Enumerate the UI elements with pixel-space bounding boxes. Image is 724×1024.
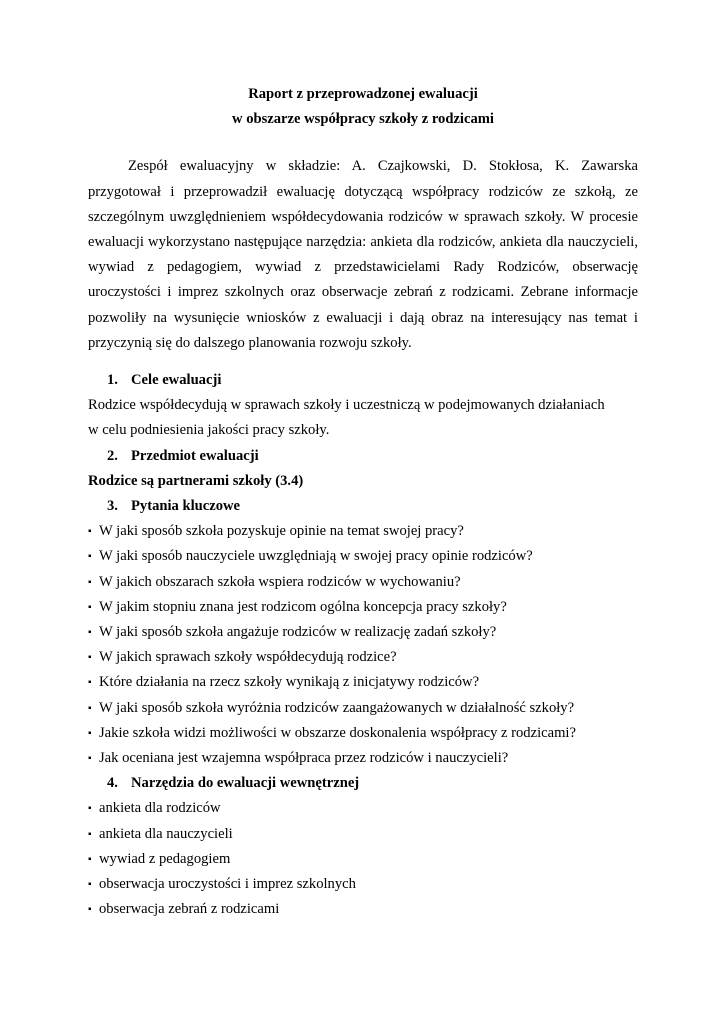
section-2-heading bbox=[88, 444, 638, 469]
bullet-icon: ▪ bbox=[88, 677, 92, 689]
list-item bbox=[88, 670, 638, 695]
section-3-number: 3. bbox=[107, 498, 118, 515]
bullet-icon: ▪ bbox=[88, 753, 92, 765]
bullet-icon: ▪ bbox=[88, 652, 92, 664]
question-text: Jak oceniana jest wzajemna współpraca przez rodziców i nauczycieli? bbox=[99, 750, 509, 767]
bullet-icon: ▪ bbox=[88, 576, 92, 588]
bullet-icon: ▪ bbox=[88, 727, 92, 739]
question-text: W jaki sposób szkoła pozyskuje opinie na temat swojej pracy? bbox=[99, 523, 464, 540]
list-item bbox=[88, 595, 638, 620]
list-item bbox=[88, 645, 638, 670]
question-text: W jaki sposób szkoła angażuje rodziców w realizację zadań szkoły? bbox=[99, 624, 497, 641]
list-item bbox=[88, 620, 638, 645]
list-item bbox=[88, 570, 638, 595]
bullet-icon: ▪ bbox=[88, 627, 92, 639]
section-3-heading bbox=[88, 494, 638, 519]
question-text: W jakich sprawach szkoły współdecydują rodzice? bbox=[99, 649, 397, 666]
section-2-title: Przedmiot ewaluacji bbox=[131, 447, 259, 464]
list-item bbox=[88, 847, 638, 872]
bullet-icon: ▪ bbox=[88, 879, 92, 891]
bullet-icon: ▪ bbox=[88, 853, 92, 865]
list-item bbox=[88, 796, 638, 821]
bullet-icon: ▪ bbox=[88, 526, 92, 538]
list-item bbox=[88, 696, 638, 721]
bullet-icon: ▪ bbox=[88, 702, 92, 714]
key-questions-list bbox=[88, 519, 638, 771]
bullet-icon: ▪ bbox=[88, 803, 92, 815]
intro-paragraph: Zespół ewaluacyjny w składzie: A. Czajkowski, D. Stokłosa, K. Zawarska przygotował i przeprowadził ewaluację dotyczącą współpracy rodziców ze szkołą, ze szczególnym uwzględnieniem współdecydowania rodziców w sprawach szkoły. W procesie ewaluacji wykorzystano następujące narzędzia: ankieta dla rodziców, ankieta dla nauczycieli, wywiad z pedagogiem, wywiad z przedstawicielami Rady Rodziców, obserwację uroczystości i imprez szkolnych oraz obserwacje zebrań z rodzicami. Zebrane informacje pozwoliły na wysunięcie wniosków z ewaluacji i dają obraz na interesujący nas temat i przyczynią się do dalszego planowania rozwoju szkoły. bbox=[88, 158, 638, 351]
question-text: W jakich obszarach szkoła wspiera rodziców w wychowaniu? bbox=[99, 573, 461, 590]
section-3-title: Pytania kluczowe bbox=[131, 498, 241, 515]
section-1-text-line-2: w celu podniesienia jakości pracy szkoły. bbox=[88, 422, 330, 439]
tool-text: obserwacja uroczystości i imprez szkolnych bbox=[99, 876, 356, 893]
bullet-icon: ▪ bbox=[88, 601, 92, 613]
question-text: W jaki sposób nauczyciele uwzględniają w swojej pracy opinie rodziców? bbox=[99, 548, 533, 565]
list-item bbox=[88, 822, 638, 847]
list-item bbox=[88, 872, 638, 897]
list-item bbox=[88, 544, 638, 569]
evaluation-subject: Rodzice są partnerami szkoły (3.4) bbox=[88, 472, 304, 489]
tool-text: obserwacja zebrań z rodzicami bbox=[99, 901, 280, 918]
section-4-heading bbox=[88, 771, 638, 796]
question-text: Jakie szkoła widzi możliwości w obszarze doskonalenia współpracy z rodzicami? bbox=[99, 724, 576, 741]
question-text: W jakim stopniu znana jest rodzicom ogólna koncepcja pracy szkoły? bbox=[99, 598, 507, 615]
section-1-number: 1. bbox=[107, 372, 118, 389]
bullet-icon: ▪ bbox=[88, 828, 92, 840]
evaluation-tools-list bbox=[88, 796, 638, 922]
bullet-icon: ▪ bbox=[88, 551, 92, 563]
question-text: W jaki sposób szkoła wyróżnia rodziców zaangażowanych w działalność szkoły? bbox=[99, 699, 575, 716]
title-line-2: w obszarze współpracy szkoły z rodzicami bbox=[232, 111, 494, 128]
section-1-text-line-1: Rodzice współdecydują w sprawach szkoły i uczestniczą w podejmowanych działaniach bbox=[88, 397, 605, 414]
tool-text: wywiad z pedagogiem bbox=[99, 850, 231, 867]
document-page bbox=[88, 82, 638, 923]
section-1-heading bbox=[88, 368, 638, 393]
section-4-number: 4. bbox=[107, 775, 118, 792]
section-1-title: Cele ewaluacji bbox=[131, 372, 222, 389]
list-item bbox=[88, 897, 638, 922]
tool-text: ankieta dla rodziców bbox=[99, 800, 221, 817]
list-item bbox=[88, 746, 638, 771]
title-line-1: Raport z przeprowadzonej ewaluacji bbox=[248, 86, 478, 102]
list-item bbox=[88, 519, 638, 544]
bullet-icon: ▪ bbox=[88, 904, 92, 916]
tool-text: ankieta dla nauczycieli bbox=[99, 825, 233, 842]
list-item bbox=[88, 721, 638, 746]
report-title bbox=[88, 82, 638, 132]
question-text: Które działania na rzecz szkoły wynikają z inicjatywy rodziców? bbox=[99, 674, 480, 691]
section-2-number: 2. bbox=[107, 447, 118, 464]
section-4-title: Narzędzia do ewaluacji wewnętrznej bbox=[131, 775, 360, 792]
